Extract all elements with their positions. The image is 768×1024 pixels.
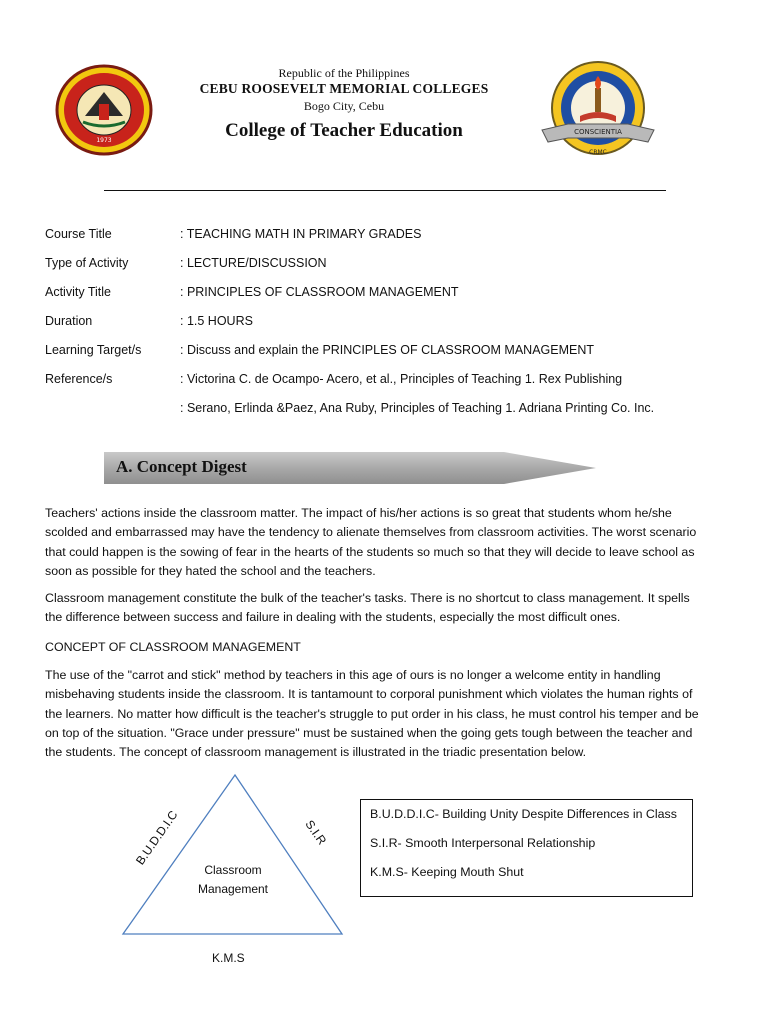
- info-value-reference-2: : Serano, Erlinda &Paez, Ana Ruby, Principles of Teaching 1. Adriana Printing Co. Inc.: [180, 401, 655, 415]
- header-republic: Republic of the Philippines: [278, 66, 410, 80]
- svg-text:1973: 1973: [96, 137, 112, 144]
- svg-text:S.I.R: S.I.R: [302, 817, 330, 848]
- svg-text:CONSCIENTIA: CONSCIENTIA: [574, 128, 622, 136]
- info-value-duration: : 1.5 HOURS: [180, 314, 253, 328]
- paragraph-carrot-stick: [45, 666, 725, 762]
- diagram-center-line1: Classroom: [204, 863, 262, 877]
- info-value-type: : LECTURE/DISCUSSION: [180, 256, 327, 270]
- info-value-course-title: : TEACHING MATH IN PRIMARY GRADES: [180, 227, 422, 241]
- diagram-left-label: [120, 800, 200, 880]
- info-label-type: Type of Activity: [45, 256, 129, 270]
- info-label-course-title: Course Title: [45, 227, 112, 241]
- legend-kms: K.M.S- Keeping Mouth Shut: [370, 865, 524, 879]
- header-college-name: College of Teacher Education: [225, 120, 463, 141]
- paragraph-line: the learners. No matter how difficult is the teacher's struggle to put order in his class, he must control his temper and be: [45, 706, 699, 721]
- legend-buddic: B.U.D.D.I.C- Building Unity Despite Differences in Class: [370, 807, 677, 821]
- header-divider: [104, 190, 666, 191]
- info-label-learning-target: Learning Target/s: [45, 343, 142, 357]
- legend-sir: S.I.R- Smooth Interpersonal Relationship: [370, 836, 596, 850]
- paragraph-line: Teachers' actions inside the classroom matter. The impact of his/her actions is so great that students whom he/she: [45, 506, 672, 520]
- paragraph-line: that could happen is the sowing of fear in the hearts of the students so much so that they will decide to leave school as: [45, 544, 695, 559]
- paragraph-line: scolded and embarrassed may have the tendency to alienate themselves from classroom activities. The worst scenario: [45, 525, 697, 540]
- info-value-reference-1: : Victorina C. de Ocampo- Acero, et al., Principles of Teaching 1. Rex Publishing: [180, 372, 623, 386]
- paragraph-line: soon as possible for they hated the school and the teachers.: [45, 563, 376, 578]
- header-school-name: CEBU ROOSEVELT MEMORIAL COLLEGES: [199, 81, 489, 96]
- paragraph-actions: [45, 504, 725, 581]
- diagram-center-line2: Management: [197, 882, 269, 896]
- paragraph-line: The use of the "carrot and stick" method by teachers in this age of ours is no longer a welcome entity in handling: [45, 668, 661, 682]
- paragraph-line: on top of the situation. "Grace under pressure" must be sustained when the going gets tough between the teacher and: [45, 725, 693, 740]
- paragraph-line: Classroom management constitute the bulk of the teacher's tasks. There is no shortcut to class management. It spells: [45, 591, 690, 605]
- paragraph-line: misbehaving students inside the classroom. It is tantamount to corporal punishment which violates the human rights of: [45, 687, 693, 702]
- info-value-learning-target: : Discuss and explain the PRINCIPLES OF CLASSROOM MANAGEMENT: [180, 343, 595, 357]
- info-label-activity-title: Activity Title: [45, 285, 111, 299]
- paragraph-line: the students. The concept of classroom management is illustrated in the triadic presentation below.: [45, 745, 587, 760]
- svg-text:B.U.D.D.I.C: B.U.D.D.I.C: [133, 808, 181, 868]
- info-value-activity-title: : PRINCIPLES OF CLASSROOM MANAGEMENT: [180, 285, 459, 299]
- info-label-references: Reference/s: [45, 372, 113, 386]
- header-location: Bogo City, Cebu: [303, 99, 385, 113]
- diagram-right-label: [290, 808, 340, 858]
- paragraph-management: [45, 589, 725, 628]
- svg-text:CRMC: CRMC: [589, 149, 607, 156]
- diagram-bottom-label: K.M.S: [212, 951, 245, 965]
- subheading-concept: CONCEPT OF CLASSROOM MANAGEMENT: [45, 640, 301, 654]
- paragraph-line: the difference between success and failure in dealing with the students, especially the most difficult ones.: [45, 610, 621, 625]
- section-title: A. Concept Digest: [116, 457, 247, 476]
- info-label-duration: Duration: [45, 314, 93, 328]
